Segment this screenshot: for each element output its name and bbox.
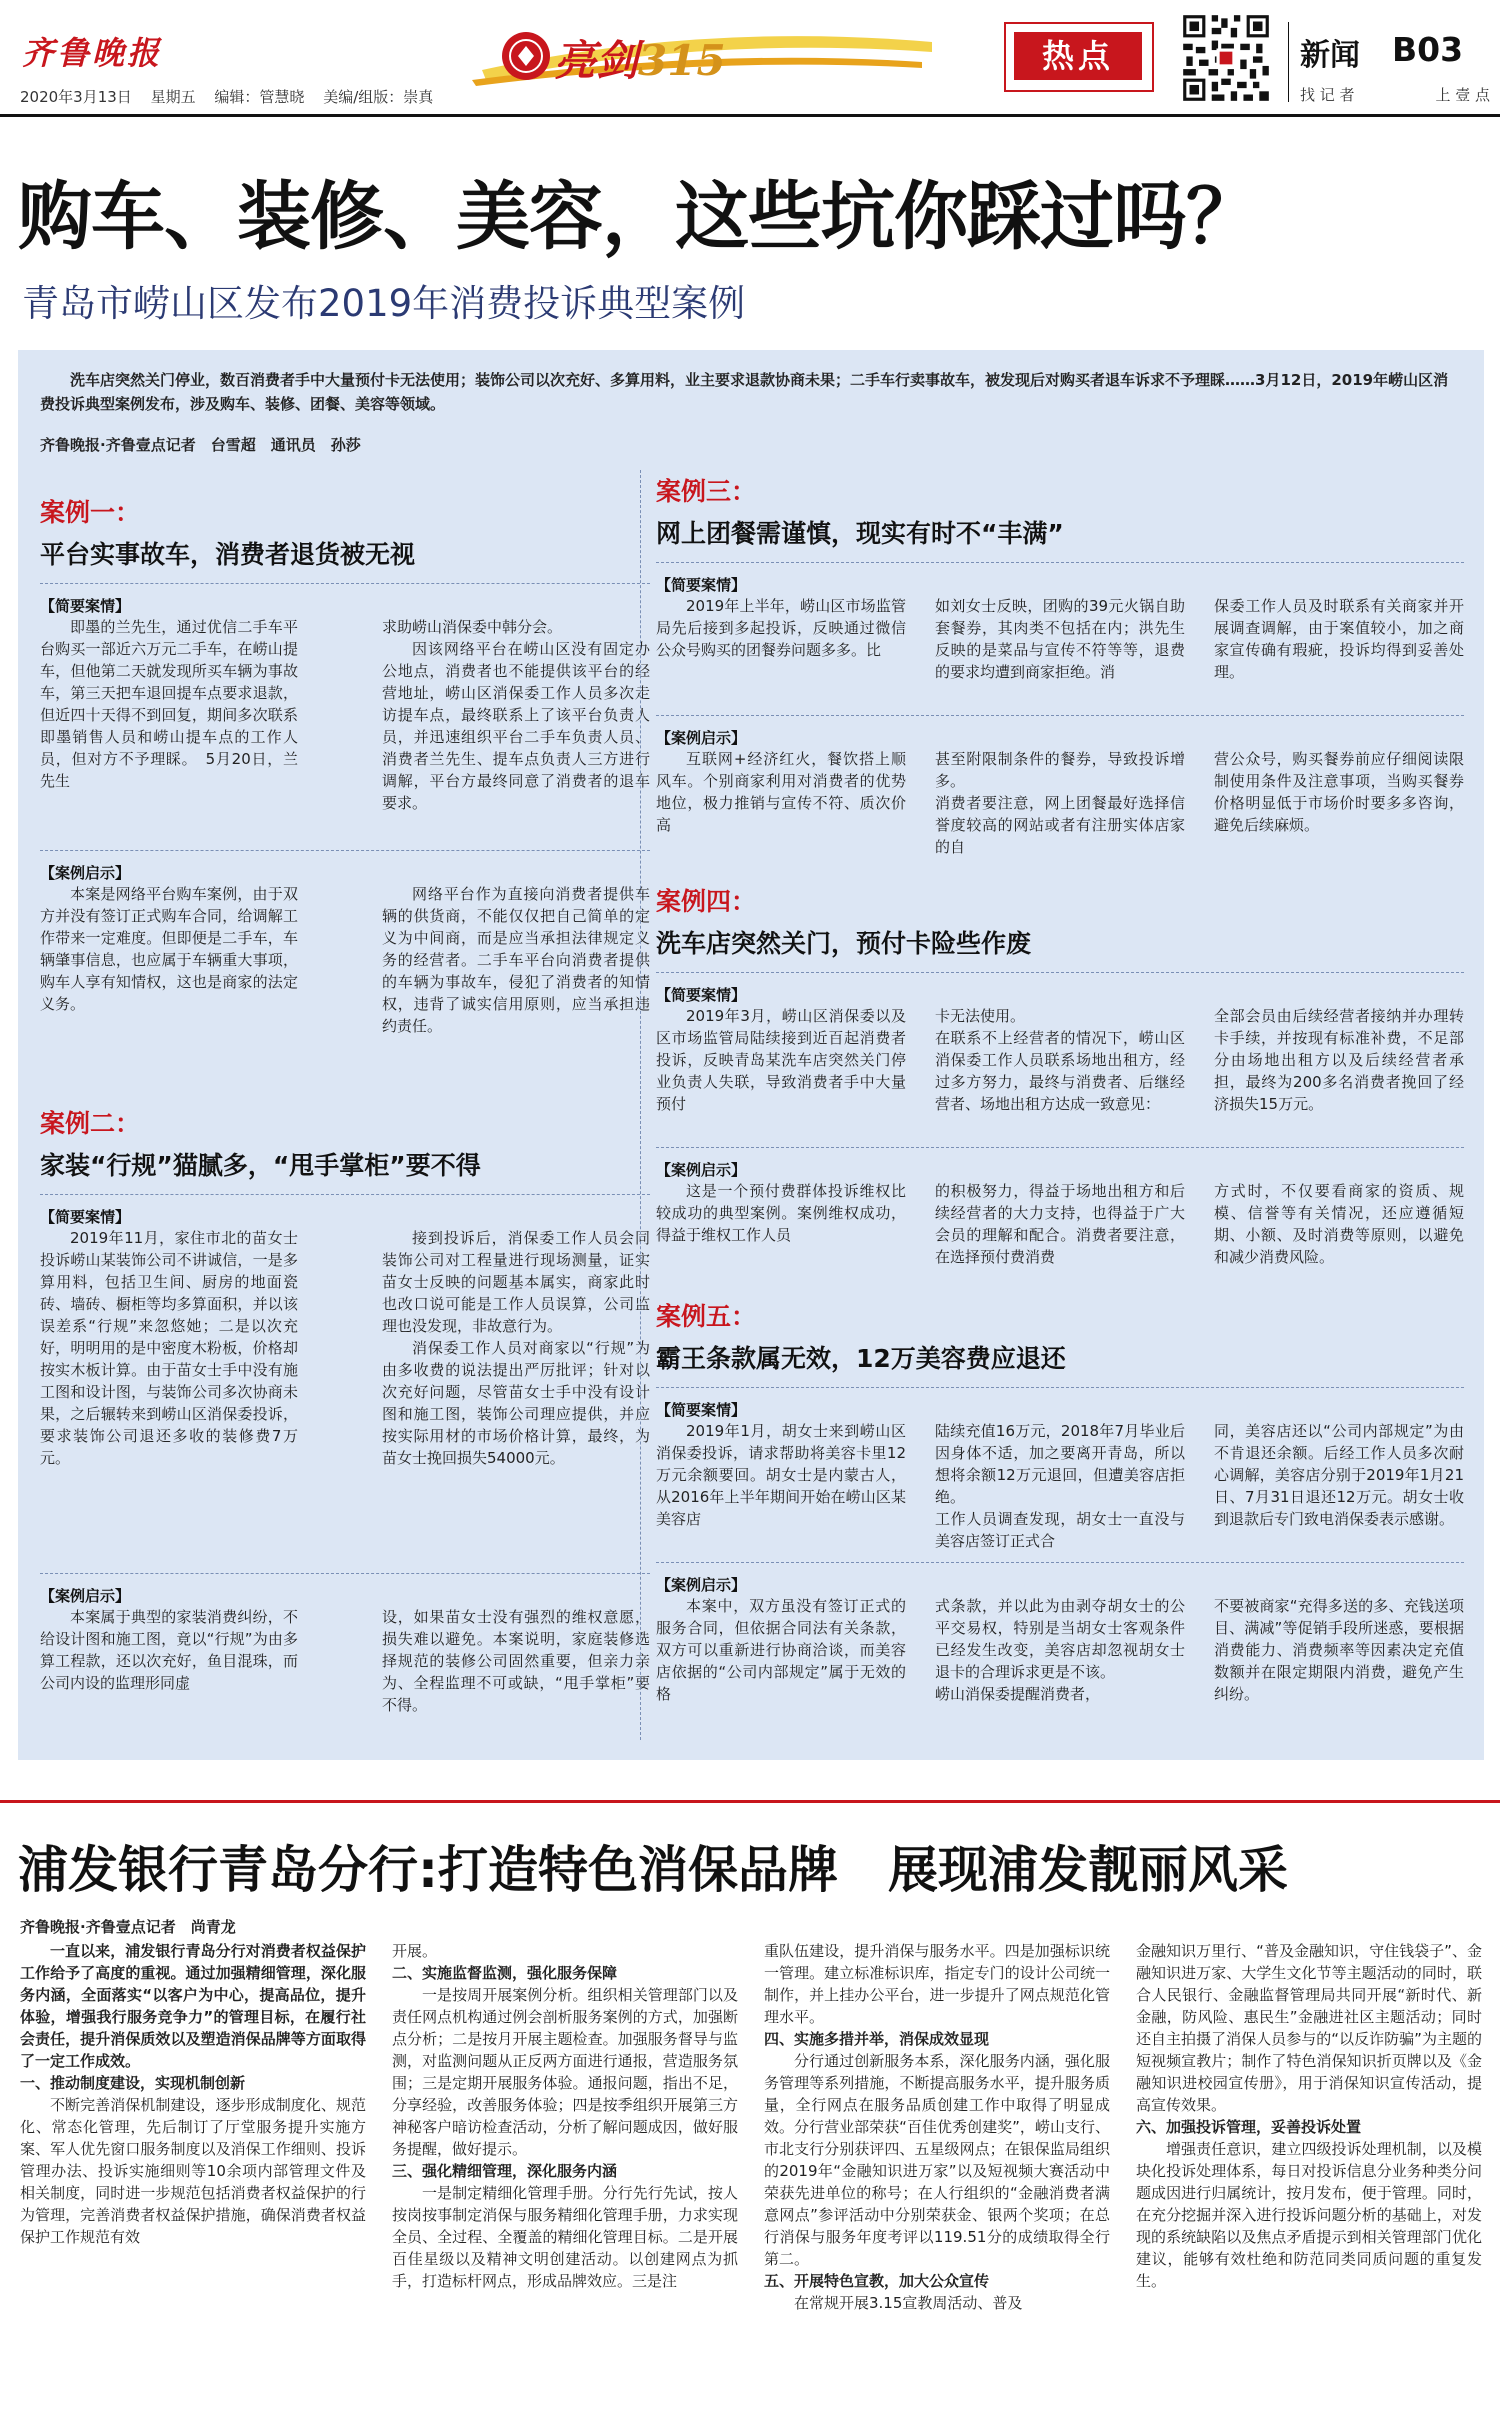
bank-paragraph: 不断完善消保机制建设，逐步形成制度化、规范化、常态化管理，先后制订了厅堂服务提升实施方案、军人优先窗口服务制度以及消保工作细则、投诉管理办法、投诉实施细则等10余项内部管理文件及相关制度，同时进一步规范包括消费者权益保护的行为管理，完善消费者权益保护措施，确保消费者权益保护工作规范有效 — [20, 2096, 366, 2246]
hint-label: 【案例启示】 — [656, 1576, 747, 1594]
case-divider — [40, 850, 650, 852]
article-byline: 齐鲁晚报·齐鲁壹点记者 台雪超 通讯员 孙莎 — [40, 436, 361, 454]
case-text: 陆续充值16万元，2018年7月毕业后因身体不适，加之要离开青岛，所以想将余额12万元退回，但遭美容店拒绝。 工作人员调查发现，胡女士一直没与美容店签订正式合 — [935, 1422, 1185, 1550]
case-text: 本案属于典型的家装消费纠纷，不给设计图和施工图，竟以“行规”为由多算工程款，还以次充好，鱼目混珠，而公司内设的监理形同虚 — [40, 1608, 298, 1692]
bank-column-1 — [20, 1940, 366, 2410]
masthead-rule — [0, 114, 1500, 117]
bank-byline: 齐鲁晚报·齐鲁壹点记者 尚青龙 — [20, 1918, 236, 1936]
case-subtitle: 洗车店突然关门，预付卡险些作废 — [656, 929, 1032, 958]
case-text: 的积极努力，得益于场地出租方和后续经营者的大力支持，也得益于广大会员的理解和配合。消费者要注意，在选择预付费消费 — [935, 1182, 1185, 1266]
bank-paragraph: 在常规开展3.15宣教周活动、普及 — [794, 2294, 1023, 2312]
article-intro: 洗车店突然关门停业，数百消费者手中大量预付卡无法使用；装饰公司以次充好、多算用料，业主要求退款协商未果；二手车行卖事故车，被发现后对购买者退车诉求不予理睬……3月12日，2019年崂山区消费投诉典型案例发布，涉及购车、装修、团餐、美容等领域。 — [40, 371, 1449, 413]
slogan — [1300, 84, 1490, 105]
case-text: 本案中，双方虽没有签订正式的服务合同，但依据合同法有关条款，双方可以重新进行协商洽谈，而美容店依据的“公司内部规定”属于无效的格 — [656, 1597, 906, 1703]
case-text: 接到投诉后，消保委工作人员会同装饰公司对工程量进行现场测量，证实苗女士反映的问题基本属实，商家此时也改口说可能是工作人员误算，公司监理也没发现，非故意行为。 — [382, 1229, 650, 1335]
hint-label: 【案例启示】 — [40, 1587, 131, 1605]
case-divider — [656, 1147, 1464, 1149]
case-text: 本案是网络平台购车案例，由于双方并没有签订正式购车合同，给调解工作带来一定难度。但即便是二手车，车辆肇事信息，也应属于车辆重大事项，购车人享有知情权，这也是商家的法定义务。 — [40, 885, 298, 1013]
masthead-divider — [1288, 22, 1289, 102]
case-divider — [40, 1194, 650, 1196]
case-text: 甚至附限制条件的餐券，导致投诉增多。 消费者要注意，网上团餐最好选择信誉度较高的网站或者有注册实体店家的自 — [935, 750, 1185, 856]
315-banner — [462, 22, 942, 88]
bank-paragraph: 分行通过创新服务本系，深化服务内涵，强化服务管理等系列措施，不断提高服务水平，提升服务质量，全行网点在服务品质创建工作中取得了明显成效。分行营业部荣获“百佳优秀创建奖”，崂山支行、市北支行分别获评四、五星级网点；在银保监局组织的2019年“金融知识进万家”以及短视频大赛活动中荣获先进单位的称号；在人行组织的“金融消费者满意网点”参评活动中分别荣获金、银两个奖项；在总行消保与服务年度考评以119.51分的成绩取得全行第二。 — [764, 2052, 1110, 2268]
case-divider — [656, 562, 1464, 564]
case-subtitle: 霸王条款属无效，12万美容费应退还 — [656, 1344, 1066, 1373]
case-text: 保委工作人员及时联系有关商家并开展调查调解，由于案值较小，加之商家宣传确有瑕疵，投诉均得到妥善处理。 — [1214, 597, 1464, 681]
hint-label: 【案例启示】 — [40, 864, 131, 882]
bank-section-heading: 三、强化精细管理，深化服务内涵 — [392, 2162, 618, 2180]
hint-label: 【案例启示】 — [656, 729, 747, 747]
bank-headline: 浦发银行青岛分行:打造特色消保品牌 展现浦发靓丽风采 — [18, 1841, 1288, 1899]
case-text: 方式时，不仅要看商家的资质、规模、信誉等有关情况，还应遵循短期、小额、及时消费等原则，以避免和减少消费风险。 — [1214, 1182, 1464, 1266]
banner-number: 315 — [638, 36, 726, 85]
panel-column-divider — [640, 470, 642, 1740]
case-text: 同，美容店还以“公司内部规定”为由不肯退还余额。后经工作人员多次耐心调解，美容店分别于2019年1月21日、7月31日退还12万元。胡女士收到退款后专门致电消保委表示感谢。 — [1214, 1422, 1464, 1528]
brief-label: 【简要案情】 — [656, 576, 747, 594]
bank-article-rule — [0, 1800, 1500, 1803]
case-subtitle: 平台实事故车，消费者退货被无视 — [40, 540, 416, 569]
hot-topic-badge — [1004, 22, 1154, 92]
designer-credit: 美编/组版：崇真 — [323, 88, 434, 106]
hint-label: 【案例启示】 — [656, 1161, 747, 1179]
brief-label: 【简要案情】 — [656, 1401, 747, 1419]
case-divider — [656, 715, 1464, 717]
main-headline: 购车、装修、美容，这些坑你踩过吗？ — [18, 174, 1259, 260]
brief-label: 【简要案情】 — [40, 597, 131, 615]
case-divider — [656, 1387, 1464, 1389]
case-subtitle: 网上团餐需谨慎，现实有时不“丰满” — [656, 519, 1064, 548]
newspaper-logo: 齐鲁晚报 — [22, 34, 163, 72]
bank-paragraph: 金融知识万里行、“普及金融知识，守住钱袋子”、金融知识进万家、大学生文化节等主题活动的同时，联合人民银行、金融监督管理局共同开展“新时代、新金融，防风险、惠民生”金融进社区主题活动；同时还自主拍摄了消保人员参与的“以反诈防骗”为主题的短视频宣教片；制作了特色消保知识折页牌以及《金融知识进校园宣传册》，用于消保知识宣传活动，提高宣传效果。 — [1136, 1942, 1482, 2114]
case-4 — [656, 882, 1464, 1272]
bank-column-2 — [392, 1940, 738, 2410]
case-text: 如刘女士反映，团购的39元火锅自助套餐券，其肉类不包括在内；洪先生反映的是菜品与宣传不符等等，退费的要求均遭到商家拒绝。消 — [935, 597, 1185, 681]
editor-credit: 编辑：管慧晓 — [214, 88, 305, 106]
bank-paragraph: 增强责任意识，建立四级投诉处理机制，以及模块化投诉处理体系，每日对投诉信息分业务种类分问题成因进行归属统计，按月发布，便于管理。同时，在充分挖掘并深入进行投诉问题分析的基础上，对发现的系统缺陷以及焦点矛盾提示到相关管理部门优化建议，能够有效杜绝和防范同类同质问题的重复发生。 — [1136, 2140, 1482, 2290]
case-text: 互联网+经济红火，餐饮搭上顺风车。个别商家利用对消费者的优势地位，极力推销与宣传不符、质次价高 — [656, 750, 906, 834]
bank-column-3 — [764, 1940, 1110, 2410]
case-text: 因该网络平台在崂山区没有固定办公地点，消费者也不能提供该平台的经营地址，崂山区消保委工作人员多次走访提车点，最终联系上了该平台负责人员，并迅速组织平台二手车负责人员、消费者兰先生、提车点负责人三方进行调解，平台方最终同意了消费者的退车要求。 — [382, 640, 650, 812]
case-divider — [40, 1573, 650, 1575]
case-text: 求助崂山消保委中韩分会。 — [382, 618, 563, 636]
bank-section-heading: 二、实施监督监测，强化服务保障 — [392, 1964, 618, 1982]
slogan-left: 找 记 者 — [1300, 86, 1355, 104]
case-divider — [40, 583, 650, 585]
case-text: 网络平台作为直接向消费者提供车辆的供货商，不能仅仅把自己简单的定义为中间商，而是应当承担法律规定义务的经营者。二手车平台向消费者提供的车辆为事故车，侵犯了消费者的知情权，违背了诚实信用原则，应当承担违约责任。 — [382, 885, 650, 1035]
hot-topic-label: 热点 — [1014, 32, 1142, 80]
case-text: 2019年11月，家住市北的苗女士投诉崂山某装饰公司不讲诚信，一是多算用料，包括卫生间、厨房的地面瓷砖、墙砖、橱柜等均多算面积，并以该误差系“行规”来忽悠她；二是以次充好，明明用的是中密度木粉板，价格却按实木板计算。由于苗女士手中没有施工图和设计图，与装饰公司多次协商未果，之后辗转来到崂山区消保委投诉，要求装饰公司退还多收的装修费7万元。 — [40, 1229, 298, 1467]
brief-label: 【简要案情】 — [656, 986, 747, 1004]
issue-weekday: 星期五 — [150, 88, 196, 106]
slogan-right: 上 壹 点 — [1435, 86, 1490, 104]
case-title: 案例四： — [656, 887, 757, 916]
case-2 — [40, 1104, 650, 1738]
case-text: 消保委工作人员对商家以“行规”为由多收费的说法提出严厉批评；针对以次充好问题，尽管苗女士手中没有设计图和施工图，装饰公司理应提供，并应按实际用材的市场价格计算，最终，为苗女士挽回损失54000元。 — [382, 1339, 650, 1467]
case-divider — [656, 972, 1464, 974]
case-title: 案例三： — [656, 477, 757, 506]
case-subtitle: 家装“行规”猫腻多，“甩手掌柜”要不得 — [40, 1151, 481, 1180]
bank-section-heading: 六、加强投诉管理，妥善投诉处置 — [1136, 2118, 1362, 2136]
case-text: 即墨的兰先生，通过优信二手车平台购买一部近六万元二手车，在崂山提车，但他第二天就发现所买车辆为事故车，第三天把车退回提车点要求退款，但近四十天得不到回复，期间多次联系即墨销售人员和崂山提车点的工作人员，但对方不予理睬。 5月20日，兰先生 — [40, 618, 298, 790]
case-3 — [656, 472, 1464, 856]
case-text: 这是一个预付费群体投诉维权比较成功的典型案例。案例维权成功，得益于维权工作人员 — [656, 1182, 906, 1244]
masthead — [0, 0, 1500, 120]
bank-section-heading: 四、实施多措并举，消保成效显现 — [764, 2030, 990, 2048]
case-text: 2019年1月，胡女士来到崂山区消保委投诉，请求帮助将美容卡里12万元余额要回。胡女士是内蒙古人，从2016年上半年期间开始在崂山区某美容店 — [656, 1422, 906, 1528]
page-number: B03 — [1392, 30, 1464, 69]
bank-paragraph: 一是按周开展案例分析。组织相关管理部门以及责任网点机构通过例会剖析服务案例的方式，加强断点分析；二是按月开展主题检查。加强服务督导与监测，对监测问题从正反两方面进行通报，营造服务氛围；三是定期开展服务体验。通报问题，指出不足，分享经验，改善服务体验；四是按季组织开展第三方神秘客户暗访检查活动，分析了解问题成因，做好服务提醒，做好提示。 — [392, 1986, 738, 2158]
dateline — [20, 86, 447, 107]
banner-slogan: 亮剑 — [554, 36, 639, 85]
case-5 — [656, 1297, 1464, 1731]
case-title: 案例五： — [656, 1302, 757, 1331]
sub-headline: 青岛市崂山区发布2019年消费投诉典型案例 — [22, 282, 746, 325]
case-text: 不要被商家“充得多送的多、充钱送项目、满减”等促销手段所迷惑，要根据消费能力、消费频率等因素决定充值数额并在限定期限内消费，避免产生纠纷。 — [1214, 1597, 1464, 1703]
issue-date: 2020年3月13日 — [20, 88, 132, 106]
qr-code-icon[interactable] — [1180, 12, 1272, 104]
bank-section-heading: 五、开展特色宣教，加大公众宣传 — [764, 2272, 990, 2290]
case-divider — [656, 1562, 1464, 1564]
case-title: 案例一： — [40, 498, 141, 527]
bank-paragraph: 一直以来，浦发银行青岛分行对消费者权益保护工作给予了高度的重视。通过加强精细管理，深化服务内涵，全面落实“以客户为中心，提高品位，提升体验，增强我行服务竞争力”的管理目标，在履行社会责任，提升消保质效以及塑造消保品牌等方面取得了一定工作成效。 — [20, 1942, 366, 2070]
case-text: 营公众号，购买餐券前应仔细阅读限制使用条件及注意事项，当购买餐券价格明显低于市场价时要多多咨询，避免后续麻烦。 — [1214, 750, 1464, 834]
brief-label: 【简要案情】 — [40, 1208, 131, 1226]
case-text: 2019年3月，崂山区消保委以及区市场监管局陆续接到近百起消费者投诉，反映青岛某洗车店突然关门停业负责人失联，导致消费者手中大量预付 — [656, 1007, 906, 1113]
case-text: 全部会员由后续经营者接纳并办理转卡手续，并按现有标准补费，不足部分由场地出租方以及后续经营者承担，最终为200多名消费者挽回了经济损失15万元。 — [1214, 1007, 1464, 1113]
case-text: 式条款，并以此为由剥夺胡女士的公平交易权，特别是当胡女士客观条件已经发生改变，美容店却忽视胡女士退卡的合理诉求更是不该。 崂山消保委提醒消费者， — [935, 1597, 1185, 1703]
case-title: 案例二： — [40, 1109, 141, 1138]
section-name: 新闻 — [1300, 38, 1360, 73]
bank-paragraph: 一是制定精细化管理手册。分行先行先试，按人按岗按事制定消保与服务精细化管理手册，力求实现全员、全过程、全覆盖的精细化管理目标。二是开展百佳星级以及精神文明创建活动。以创建网点为抓手，打造标杆网点，形成品牌效应。三是注 — [392, 2184, 738, 2290]
bank-paragraph: 重队伍建设，提升消保与服务水平。四是加强标识统一管理。建立标准标识库，指定专门的设计公司统一制作，并上挂办公平台，进一步提升了网点规范化管理水平。 — [764, 1942, 1110, 2026]
case-text: 设，如果苗女士没有强烈的维权意愿，损失难以避免。本案说明，家庭装修选择规范的装修公司固然重要，但亲力亲为、全程监理不可或缺，“甩手掌柜”要不得。 — [382, 1608, 650, 1714]
case-text: 卡无法使用。 在联系不上经营者的情况下，崂山区消保委工作人员联系场地出租方，经过多方努力，最终与消费者、后继经营者、场地出租方达成一致意见： — [935, 1007, 1185, 1113]
bank-paragraph: 开展。 — [392, 1942, 438, 1960]
case-text: 2019年上半年，崂山区市场监管局先后接到多起投诉，反映通过微信公众号购买的团餐券问题多多。比 — [656, 597, 906, 659]
bank-column-4 — [1136, 1940, 1482, 2410]
bank-article-body — [20, 1940, 1482, 2410]
bank-section-heading: 一、推动制度建设，实现机制创新 — [20, 2074, 246, 2092]
case-1 — [40, 493, 650, 1063]
banner-text — [554, 28, 726, 88]
